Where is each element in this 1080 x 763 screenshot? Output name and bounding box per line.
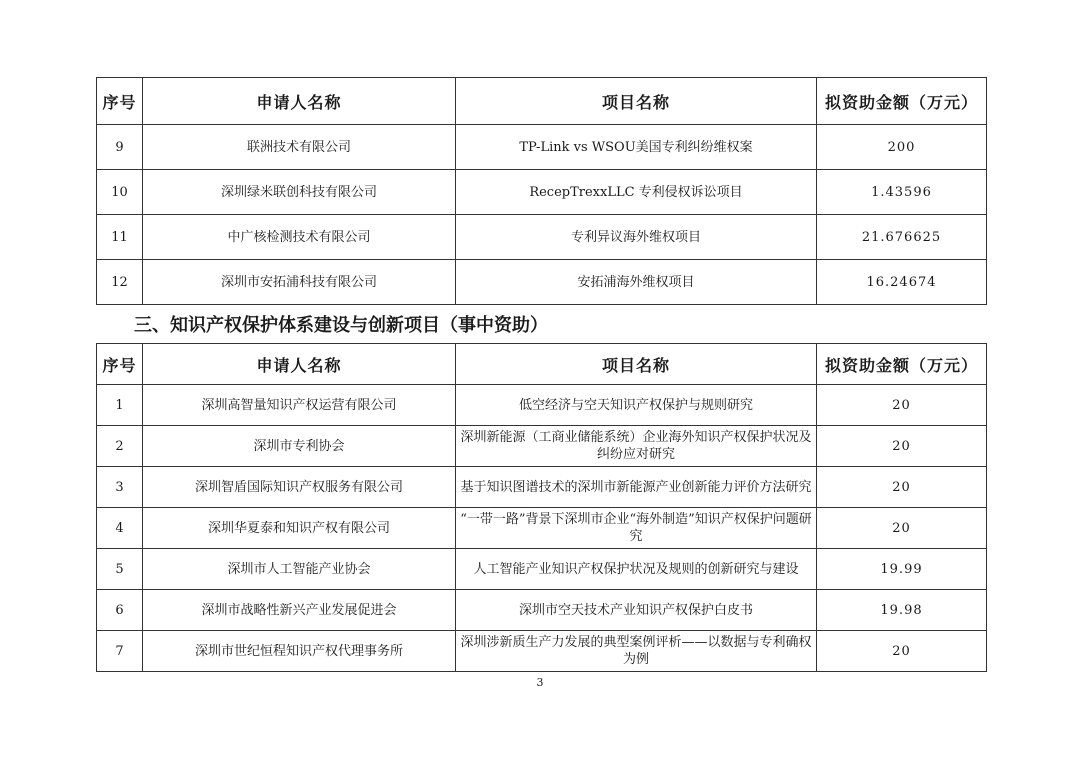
serial-cell: 2 bbox=[97, 426, 143, 467]
amount-cell: 19.98 bbox=[817, 590, 987, 631]
amount-cell: 20 bbox=[817, 385, 987, 426]
serial-cell: 4 bbox=[97, 508, 143, 549]
project-cell: RecepTrexxLLC 专利侵权诉讼项目 bbox=[456, 170, 817, 215]
table-row bbox=[97, 260, 987, 305]
serial-cell: 5 bbox=[97, 549, 143, 590]
table-row bbox=[97, 631, 987, 672]
amount-cell: 1.43596 bbox=[817, 170, 987, 215]
header-applicant: 申请人名称 bbox=[143, 78, 456, 125]
table-row bbox=[97, 125, 987, 170]
table-header-row bbox=[97, 344, 987, 385]
applicant-cell: 深圳市安拓浦科技有限公司 bbox=[143, 260, 456, 305]
applicant-cell: 深圳高智量知识产权运营有限公司 bbox=[143, 385, 456, 426]
header-serial: 序号 bbox=[97, 344, 143, 385]
amount-cell: 19.99 bbox=[817, 549, 987, 590]
serial-cell: 11 bbox=[97, 215, 143, 260]
amount-cell: 16.24674 bbox=[817, 260, 987, 305]
header-project: 项目名称 bbox=[456, 344, 817, 385]
serial-cell: 6 bbox=[97, 590, 143, 631]
project-cell: 安拓浦海外维权项目 bbox=[456, 260, 817, 305]
serial-cell: 7 bbox=[97, 631, 143, 672]
amount-cell: 20 bbox=[817, 426, 987, 467]
header-amount: 拟资助金额（万元） bbox=[817, 344, 987, 385]
serial-cell: 12 bbox=[97, 260, 143, 305]
table-row bbox=[97, 385, 987, 426]
table-row bbox=[97, 508, 987, 549]
table-row bbox=[97, 170, 987, 215]
section-heading: 三、知识产权保护体系建设与创新项目（事中资助） bbox=[134, 315, 548, 336]
table-row bbox=[97, 215, 987, 260]
page-number: 3 bbox=[536, 676, 544, 689]
serial-cell: 3 bbox=[97, 467, 143, 508]
applicant-cell: 中广核检测技术有限公司 bbox=[143, 215, 456, 260]
applicant-cell: 深圳市战略性新兴产业发展促进会 bbox=[143, 590, 456, 631]
serial-cell: 9 bbox=[97, 125, 143, 170]
table-row bbox=[97, 590, 987, 631]
project-cell: 深圳市空天技术产业知识产权保护白皮书 bbox=[456, 590, 817, 631]
table-row bbox=[97, 467, 987, 508]
table-row bbox=[97, 426, 987, 467]
table-row bbox=[97, 549, 987, 590]
funding-table-2 bbox=[96, 343, 987, 672]
applicant-cell: 深圳智盾国际知识产权服务有限公司 bbox=[143, 467, 456, 508]
project-cell: 专利异议海外维权项目 bbox=[456, 215, 817, 260]
project-cell: 低空经济与空天知识产权保护与规则研究 bbox=[456, 385, 817, 426]
project-cell: “一带一路”背景下深圳市企业“海外制造”知识产权保护问题研究 bbox=[456, 508, 817, 549]
project-cell: 人工智能产业知识产权保护状况及规则的创新研究与建设 bbox=[456, 549, 817, 590]
amount-cell: 20 bbox=[817, 508, 987, 549]
applicant-cell: 深圳市专利协会 bbox=[143, 426, 456, 467]
project-cell: 深圳新能源（工商业储能系统）企业海外知识产权保护状况及纠纷应对研究 bbox=[456, 426, 817, 467]
project-cell: 深圳涉新质生产力发展的典型案例评析——以数据与专利确权为例 bbox=[456, 631, 817, 672]
amount-cell: 20 bbox=[817, 467, 987, 508]
serial-cell: 10 bbox=[97, 170, 143, 215]
amount-cell: 200 bbox=[817, 125, 987, 170]
applicant-cell: 深圳市人工智能产业协会 bbox=[143, 549, 456, 590]
project-cell: TP-Link vs WSOU美国专利纠纷维权案 bbox=[456, 125, 817, 170]
amount-cell: 21.676625 bbox=[817, 215, 987, 260]
amount-cell: 20 bbox=[817, 631, 987, 672]
table-header-row bbox=[97, 78, 987, 125]
applicant-cell: 深圳市世纪恒程知识产权代理事务所 bbox=[143, 631, 456, 672]
header-serial: 序号 bbox=[97, 78, 143, 125]
serial-cell: 1 bbox=[97, 385, 143, 426]
header-project: 项目名称 bbox=[456, 78, 817, 125]
header-applicant: 申请人名称 bbox=[143, 344, 456, 385]
header-amount: 拟资助金额（万元） bbox=[817, 78, 987, 125]
applicant-cell: 深圳华夏泰和知识产权有限公司 bbox=[143, 508, 456, 549]
funding-table-1 bbox=[96, 77, 987, 305]
applicant-cell: 深圳绿米联创科技有限公司 bbox=[143, 170, 456, 215]
project-cell: 基于知识图谱技术的深圳市新能源产业创新能力评价方法研究 bbox=[456, 467, 817, 508]
applicant-cell: 联洲技术有限公司 bbox=[143, 125, 456, 170]
